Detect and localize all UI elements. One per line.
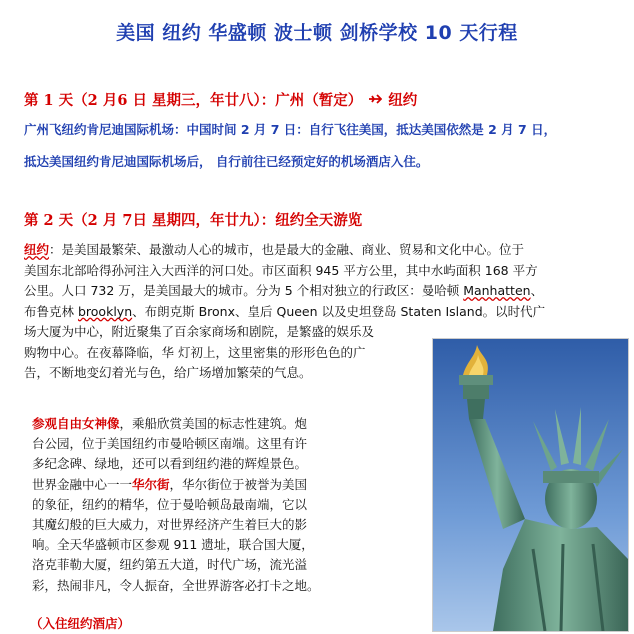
newyork-line3 — [24, 281, 545, 302]
statue-of-liberty-photo — [432, 338, 629, 632]
day1-heading — [24, 89, 417, 110]
day1-heading-c: 纽约 — [388, 92, 418, 109]
day1-description — [24, 118, 614, 174]
day1-line2: 抵达美国纽约肯尼迪国际机场后， 自行前往已经预定好的机场酒店入住。 — [24, 154, 429, 169]
liberty-label: 参观自由女神像 — [32, 416, 120, 431]
day1-line1: 广州飞纽约肯尼迪国际机场：中国时间 2 月 7 日：自行飞往美国，抵达美国依然是 2 月 7 日， — [24, 122, 557, 137]
liberty-text-1: ，乘船欣赏美国的标志性建筑。炮 — [119, 416, 308, 431]
day1-heading-a: 第 1 天（2 月 — [24, 92, 118, 109]
newyork-text-4a: 布鲁克林 — [24, 303, 78, 319]
liberty-line2: 台公园，位于美国纽约市曼哈顿区南端。这里有许 — [32, 436, 308, 452]
liberty-text-4a: 世界金融中心一一 — [32, 476, 133, 492]
manhatten-word: Manhatten — [463, 283, 531, 298]
page-title: 美国 纽约 华盛顿 波士顿 剑桥学校 10 天行程 — [116, 22, 518, 44]
liberty-line5: 的象征，纽约的精华，位于曼哈顿岛最南端，它以 — [32, 496, 308, 512]
liberty-paragraph — [32, 414, 320, 596]
airplane-icon — [368, 92, 382, 109]
newyork-text-1: ：是美国最繁荣、最激动人心的城市，也是最大的金融、商业、贸易和文化中心。位于 — [49, 242, 525, 257]
newyork-text-3a: 公里。人口 732 万，是美国最大的城市。分为 5 个相对独立的行政区：曼哈顿 — [24, 283, 464, 298]
newyork-label: 纽约 — [24, 242, 50, 257]
liberty-text-4c: ，华尔街位于被誉为美国 — [169, 476, 308, 492]
liberty-line6: 其魔幻般的巨大威力，对世界经济产生着巨大的影 — [32, 517, 308, 533]
newyork-line4 — [24, 302, 545, 323]
newyork-text-3c: 、 — [530, 283, 544, 298]
brooklyn-word: brooklyn — [77, 303, 133, 319]
liberty-line7: 响。全天华盛顿市区参观 911 遗址，联合国大厦， — [32, 537, 314, 553]
day2-heading: 第 2 天（2 月 7日 星期四，年廿九）：纽约全天游览 — [24, 212, 363, 229]
liberty-line1 — [32, 414, 320, 434]
newyork-line5: 场大厦为中心，附近聚集了百余家商场和剧院，是繁盛的娱乐及 — [24, 324, 375, 339]
hotel-stay-note: （入住纽约酒店） — [30, 616, 131, 631]
liberty-line4 — [32, 475, 320, 495]
newyork-text-4c: 、布朗克斯 Bronx、皇后 Queen 以及史坦登岛 Staten Island。以时代广 — [132, 303, 546, 319]
newyork-line2: 美国东北部哈得孙河注入大西洋的河口处。市区面积 945 平方公里，其中水屿面积 168 平方 — [24, 262, 538, 278]
newyork-line7: 告，不断地变幻着光与色，给广场增加繁荣的气息。 — [24, 365, 312, 380]
liberty-line8: 洛克菲勒大厦，纽约第五大道，时代广场，流光溢 — [32, 557, 308, 573]
liberty-line9: 彩，热闹非凡，令人振奋，全世界游客必打卡之地。 — [32, 577, 320, 593]
newyork-line1 — [24, 240, 545, 261]
wallstreet-label: 华尔街 — [132, 476, 170, 492]
liberty-line3: 多纪念碑、绿地，还可以看到纽约港的辉煌景色。 — [32, 456, 308, 472]
newyork-line6: 购物中心。在夜幕降临，华 灯初上，这里密集的形形色色的广 — [24, 344, 366, 360]
day1-heading-b: 6 日 星期三，年廿八）：广州（暂定） — [117, 92, 363, 109]
